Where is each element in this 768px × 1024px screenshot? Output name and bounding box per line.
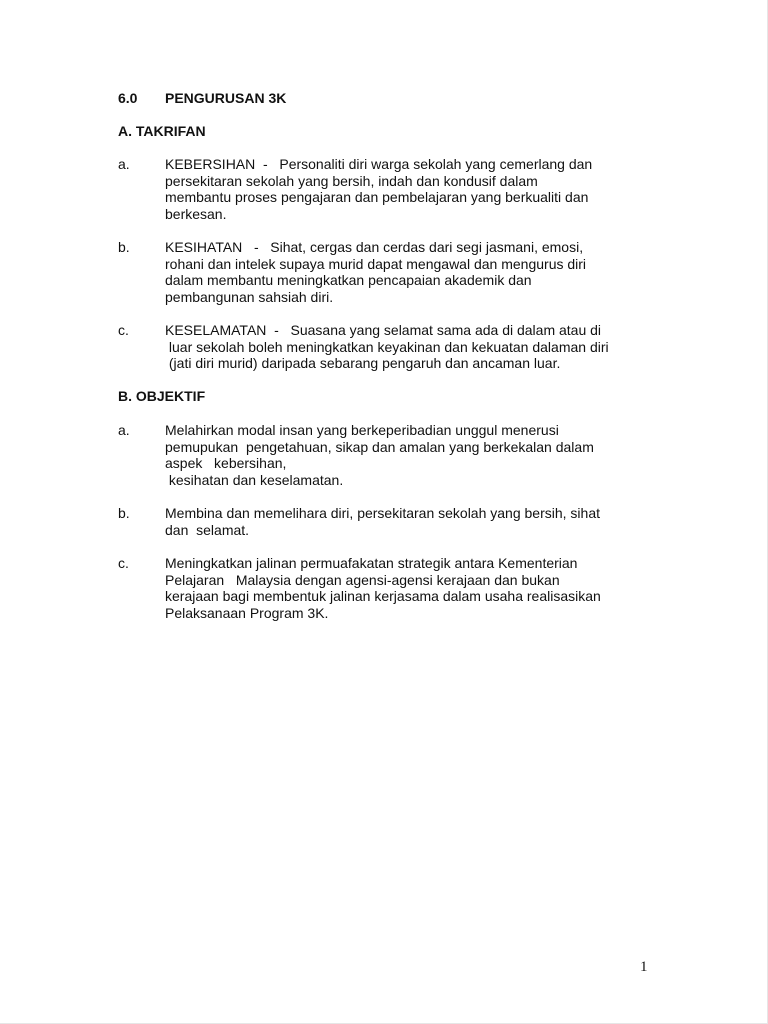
section-a-item-c-line: KESELAMATAN - Suasana yang selamat sama ada di dalam atau di — [165, 322, 602, 338]
section-a-item-b-line: dalam membantu meningkatkan pencapaian akademik dan — [165, 272, 532, 289]
section-b-item-c-line: kerajaan bagi membentuk jalinan kerjasama dalam usaha realisasikan — [165, 588, 601, 605]
section-a-item-a-line: membantu proses pengajaran dan pembelajaran yang berkualiti dan — [165, 189, 589, 206]
section-b-item-c-marker: c. — [118, 555, 129, 571]
section-b-item-b-line: dan selamat. — [165, 521, 250, 538]
section-b-item-c-line: Pelajaran Malaysia dengan agensi-agensi kerajaan dan bukan — [165, 571, 560, 588]
section-a-item-a-marker: a. — [118, 156, 130, 172]
section-a-item-b-line: pembangunan sahsiah diri. — [165, 288, 334, 305]
section-a-item-c-marker: c. — [118, 322, 129, 338]
section-b-item-a-marker: a. — [118, 422, 130, 438]
section-b-item-a-line: Melahirkan modal insan yang berkeperibadian unggul menerusi — [165, 422, 559, 438]
section-b-item-c-line: Meningkatkan jalinan permuafakatan strategik antara Kementerian — [165, 555, 578, 571]
section-a-item-b-line: KESIHATAN - Sihat, cergas dan cerdas dari segi jasmani, emosi, — [165, 239, 584, 255]
section-b-item-b-line: Membina dan memelihara diri, persekitaran sekolah yang bersih, sihat — [165, 505, 600, 521]
section-a-item-a-line: berkesan. — [165, 205, 227, 222]
section-a-item-a-line: KEBERSIHAN - Personaliti diri warga sekolah yang cemerlang dan — [165, 156, 593, 172]
section-a-item-c-line: luar sekolah boleh meningkatkan keyakinan dan kekuatan dalaman diri — [165, 338, 609, 355]
section-b-item-a-line: kesihatan dan keselamatan. — [165, 471, 344, 488]
heading-number: 6.0 — [118, 90, 138, 106]
section-b-item-a-line: pemupukan pengetahuan, sikap dan amalan yang berkekalan dalam — [165, 438, 594, 455]
section-b-item-c-line: Pelaksanaan Program 3K. — [165, 604, 329, 621]
page-number: 1 — [640, 959, 648, 975]
section-b-title: B. OBJEKTIF — [118, 388, 206, 404]
section-a-item-b-line: rohani dan intelek supaya murid dapat mengawal dan mengurus diri — [165, 255, 587, 272]
section-b-item-a-line: aspek kebersihan, — [165, 455, 287, 472]
section-b-item-b-marker: b. — [118, 505, 130, 521]
section-a-item-b-marker: b. — [118, 239, 130, 255]
heading-title: PENGURUSAN 3K — [165, 90, 287, 106]
section-a-title: A. TAKRIFAN — [118, 123, 206, 139]
section-a-item-a-line: persekitaran sekolah yang bersih, indah dan kondusif dalam — [165, 172, 538, 189]
section-a-item-c-line: (jati diri murid) daripada sebarang pengaruh dan ancaman luar. — [165, 355, 561, 372]
